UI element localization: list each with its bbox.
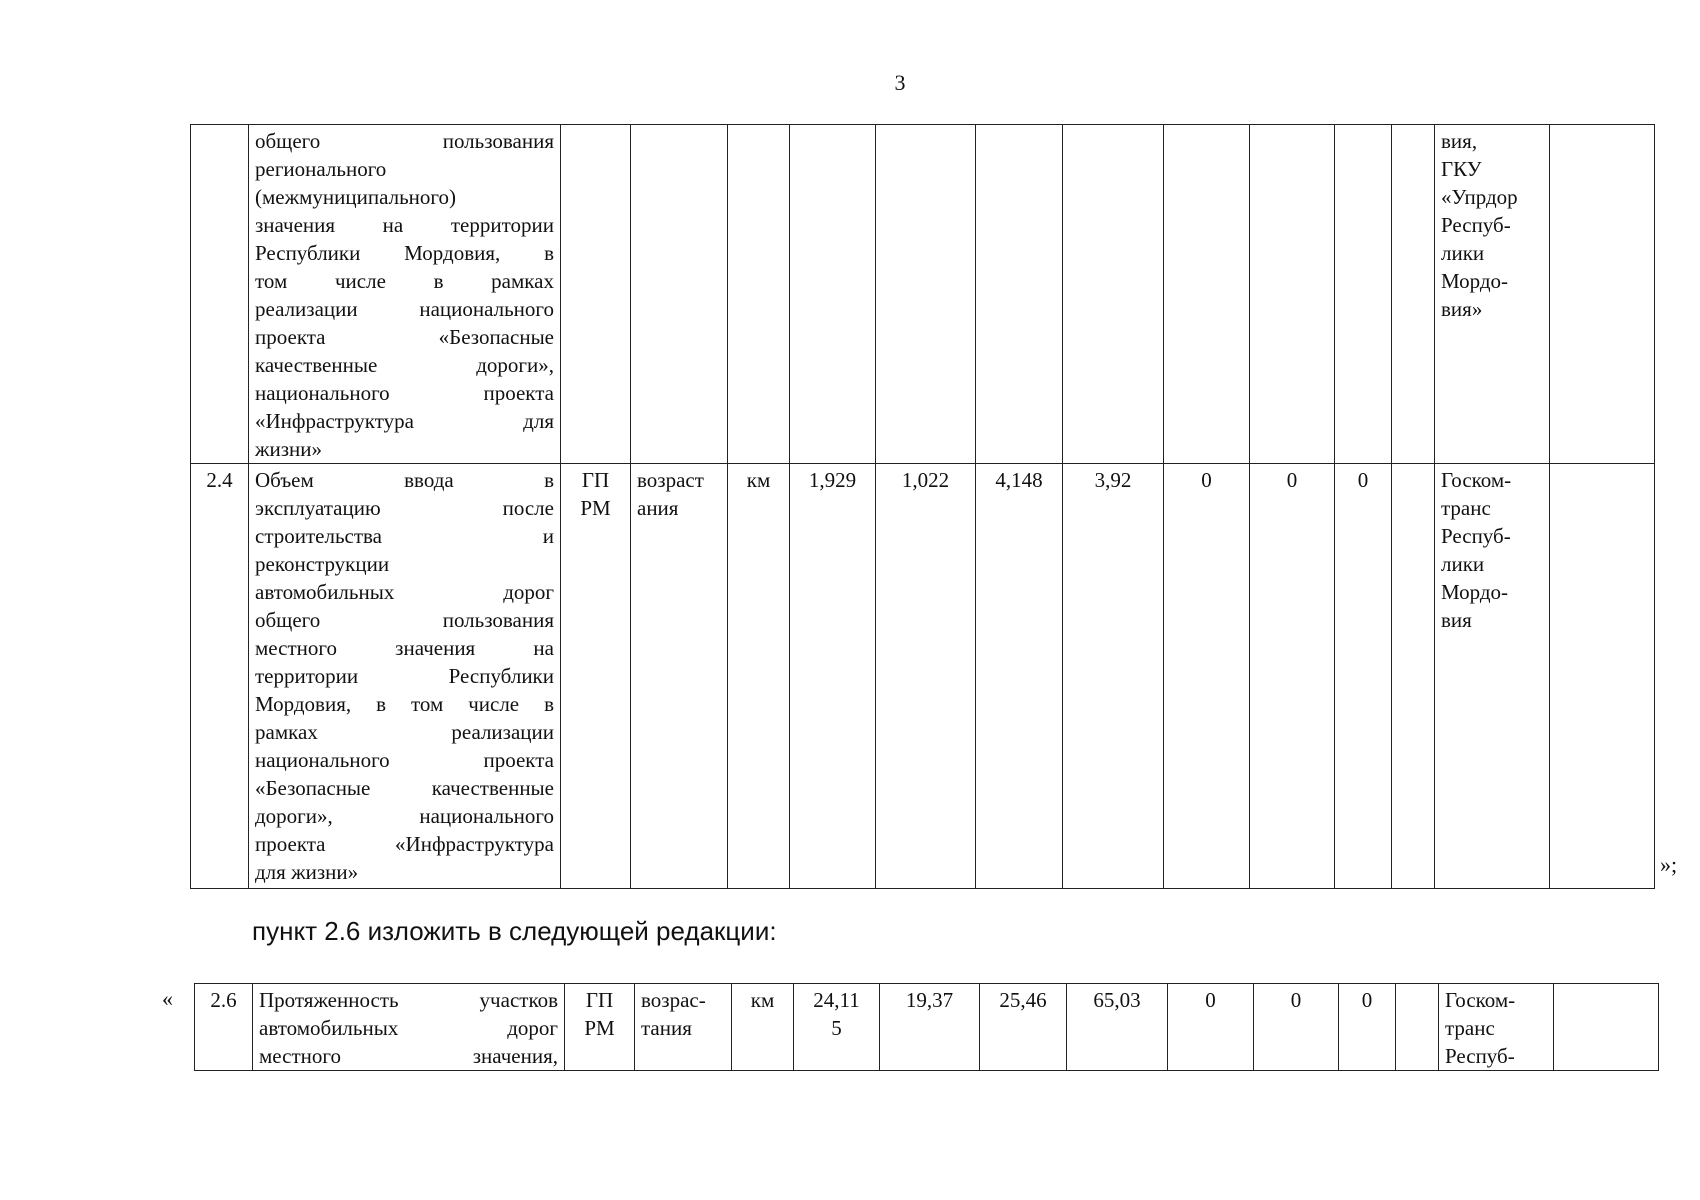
trend-line: возрас- (641, 988, 706, 1012)
description-line: Протяженность участков (259, 988, 558, 1012)
trend-line: тания (641, 1016, 692, 1040)
description-line: национального проекта (255, 381, 554, 405)
responsible-line: Госком- (1445, 988, 1516, 1012)
value-cell: 1,022 (876, 464, 976, 889)
value-cell (1392, 464, 1435, 889)
description-line: автомобильных дорог (259, 1016, 558, 1040)
description-line: Объем ввода в (255, 468, 554, 492)
source-line: РМ (584, 1016, 615, 1040)
value-line: 5 (831, 1016, 842, 1040)
responsible-line: Респуб- (1441, 213, 1511, 237)
value-cell: 4,148 (976, 464, 1063, 889)
row-number (191, 125, 249, 464)
unit-cell (728, 125, 790, 464)
source-cell (561, 125, 631, 464)
description-line: рамках реализации (255, 720, 554, 744)
description-line: автомобильных дорог (255, 580, 554, 604)
value-cell (976, 125, 1063, 464)
notes-cell (1554, 984, 1659, 1071)
table-row-continued (191, 125, 1655, 464)
instruction-text: пункт 2.6 изложить в следующей редакции: (252, 916, 777, 946)
indicator-description (249, 125, 561, 464)
description-line: территории Республики (255, 664, 554, 688)
description-line: общего пользования (255, 608, 554, 632)
notes-cell (1550, 125, 1655, 464)
description-line: дороги», национального (255, 804, 554, 828)
description-line: Мордовия, в том числе в (255, 692, 554, 716)
trend-cell (631, 464, 728, 889)
description-line: реконструкции (255, 552, 390, 576)
value-cell: 65,03 (1067, 984, 1168, 1071)
description-line: эксплуатацию после (255, 496, 554, 520)
responsible-line: Госком- (1441, 468, 1512, 492)
responsible-line: «Упрдор (1441, 185, 1518, 209)
notes-cell (1550, 464, 1655, 889)
value-cell: 1,929 (790, 464, 876, 889)
closing-quote: »; (1660, 852, 1678, 877)
trend-cell (631, 125, 728, 464)
unit-cell: км (728, 464, 790, 889)
responsible-line: вия (1441, 608, 1472, 632)
value-cell: 3,92 (1063, 464, 1164, 889)
description-line: жизни» (255, 437, 323, 461)
source-line: ГП (585, 988, 614, 1012)
description-line: местного значения, (259, 1044, 558, 1068)
value-cell (1392, 125, 1435, 464)
description-line: общего пользования (255, 129, 554, 153)
responsible-line: Мордо- (1441, 580, 1509, 604)
description-line: реализации национального (255, 297, 554, 321)
value-cell (790, 125, 876, 464)
description-line: проекта «Инфраструктура (255, 832, 554, 856)
trend-line: ания (637, 496, 679, 520)
responsible-line: Мордо- (1441, 269, 1509, 293)
description-line: «Безопасные качественные (255, 776, 554, 800)
trend-cell (635, 984, 732, 1071)
description-line: (межмуниципального) (255, 185, 456, 209)
indicator-description (249, 464, 561, 889)
description-line: регионального (255, 157, 387, 181)
row-number: 2.4 (191, 464, 249, 889)
description-line: местного значения на (255, 636, 554, 660)
indicator-description (253, 984, 565, 1071)
responsible-line: Респуб- (1441, 524, 1511, 548)
description-line: для жизни» (255, 860, 359, 884)
responsible-line: транс (1441, 496, 1491, 520)
description-line: строительства и (255, 524, 554, 548)
trend-line: возраст (637, 468, 704, 492)
row-number: 2.6 (195, 984, 253, 1071)
responsible-line: вия, (1441, 129, 1478, 153)
responsible-line: Респуб- (1445, 1044, 1515, 1068)
value-cell: 0 (1164, 464, 1250, 889)
value-cell (1063, 125, 1164, 464)
source-cell (565, 984, 635, 1071)
description-line: проекта «Безопасные (255, 325, 554, 349)
description-line: качественные дороги», (255, 353, 554, 377)
opening-quote: « (162, 986, 173, 1011)
unit-cell: км (732, 984, 794, 1071)
page-number: 3 (894, 70, 906, 95)
source-line: РМ (580, 496, 611, 520)
description-line: «Инфраструктура для (255, 409, 554, 433)
responsible-line: лики (1441, 241, 1485, 265)
indicators-table-continued (190, 124, 1655, 889)
table-row-2-6 (195, 984, 1659, 1071)
value-cell: 0 (1254, 984, 1339, 1071)
responsible-cell (1439, 984, 1554, 1071)
value-cell (1250, 125, 1335, 464)
value-cell: 25,46 (980, 984, 1067, 1071)
description-line: том числе в рамках (255, 269, 554, 293)
value-line: 24,11 (813, 988, 860, 1012)
responsible-cell (1435, 464, 1550, 889)
value-cell: 0 (1168, 984, 1254, 1071)
value-cell: 0 (1339, 984, 1396, 1071)
responsible-line: ГКУ (1441, 157, 1482, 181)
responsible-cell (1435, 125, 1550, 464)
value-cell (1335, 125, 1392, 464)
description-line: национального проекта (255, 748, 554, 772)
value-cell (1164, 125, 1250, 464)
table-row-2-4 (191, 464, 1655, 889)
description-line: значения на территории (255, 213, 554, 237)
value-cell (876, 125, 976, 464)
value-cell (794, 984, 880, 1071)
responsible-line: лики (1441, 552, 1485, 576)
value-cell: 19,37 (880, 984, 980, 1071)
description-line: Республики Мордовия, в (255, 241, 554, 265)
responsible-line: вия» (1441, 297, 1483, 321)
responsible-line: транс (1445, 1016, 1495, 1040)
value-cell: 0 (1250, 464, 1335, 889)
value-cell (1396, 984, 1439, 1071)
source-line: ГП (581, 468, 610, 492)
source-cell (561, 464, 631, 889)
value-cell: 0 (1335, 464, 1392, 889)
indicators-table-2-6 (194, 983, 1659, 1071)
